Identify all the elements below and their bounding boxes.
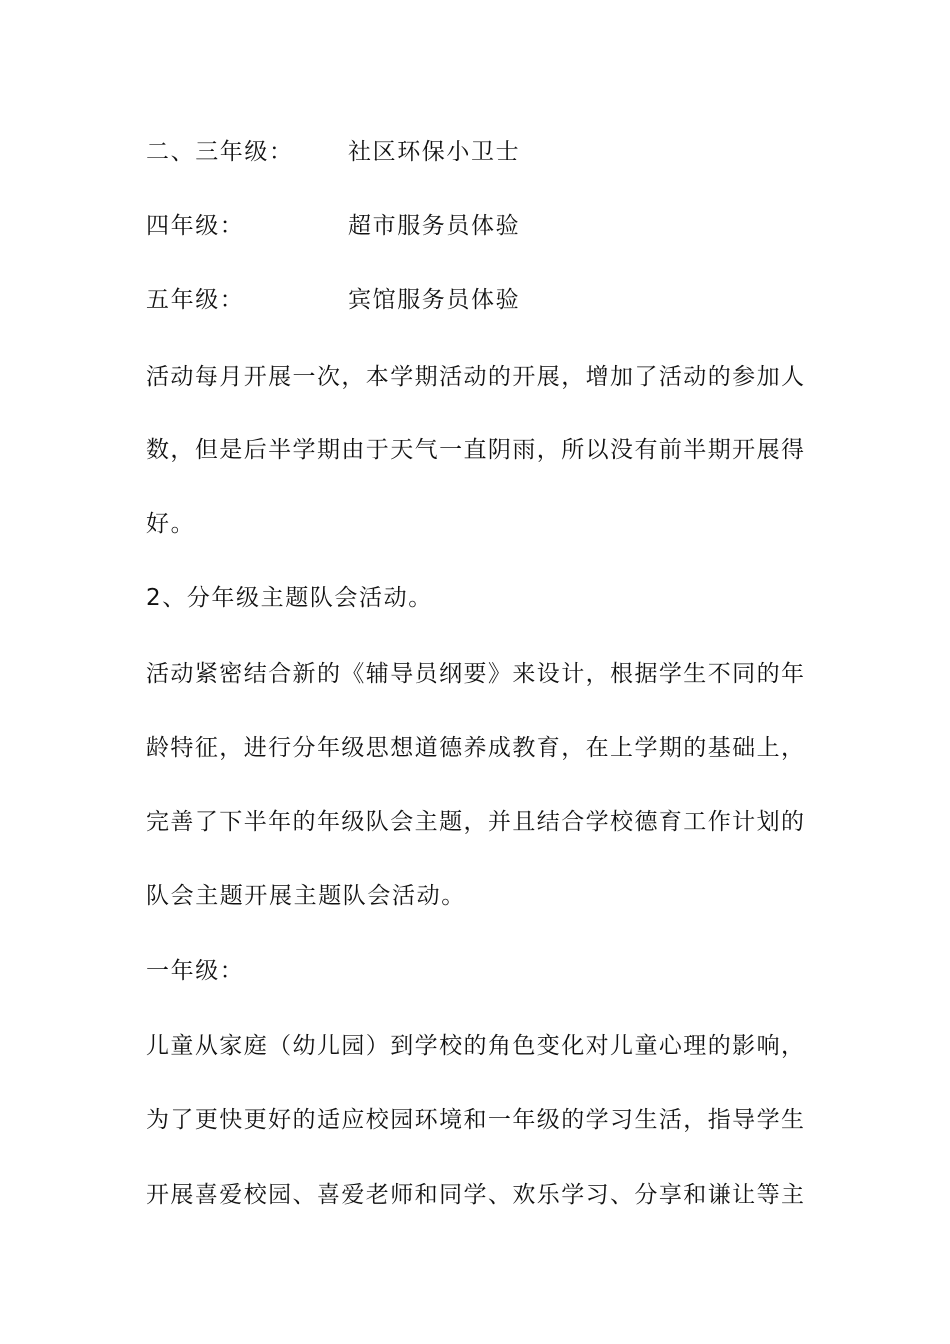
paragraph-line: 活动紧密结合新的《辅导员纲要》来设计，根据学生不同的年: [146, 661, 804, 687]
paragraph-line: 为了更快更好的适应校园环境和一年级的学习生活，指导学生: [146, 1107, 804, 1133]
activity-value: 超市服务员体验: [348, 213, 521, 239]
paragraph-line: 好。: [146, 511, 196, 537]
grade-heading: 一年级：: [146, 958, 245, 984]
section-heading: 2、分年级主题队会活动。: [146, 585, 433, 611]
paragraph-line: 完善了下半年的年级队会主题，并且结合学校德育工作计划的: [146, 809, 804, 835]
grade-row-5: [146, 285, 816, 315]
activity-value: 社区环保小卫士: [348, 139, 521, 165]
paragraph-line: 队会主题开展主题队会活动。: [146, 883, 466, 909]
paragraph-line: 儿童从家庭（幼儿园）到学校的角色变化对儿童心理的影响，: [146, 1033, 804, 1059]
grade-label: 五年级：: [146, 287, 245, 313]
activity-value: 宾馆服务员体验: [348, 287, 521, 313]
grade-label: 四年级：: [146, 213, 245, 239]
paragraph-line: 活动每月开展一次，本学期活动的开展，增加了活动的参加人: [146, 364, 804, 390]
grade-row-2-3: [146, 137, 816, 167]
grade-row-4: [146, 211, 816, 241]
paragraph-line: 数，但是后半学期由于天气一直阴雨，所以没有前半期开展得: [146, 437, 804, 463]
paragraph-line: 龄特征，进行分年级思想道德养成教育，在上学期的基础上，: [146, 735, 804, 761]
grade-label: 二、三年级：: [146, 139, 294, 165]
paragraph-line: 开展喜爱校园、喜爱老师和同学、欢乐学习、分享和谦让等主: [146, 1182, 804, 1208]
